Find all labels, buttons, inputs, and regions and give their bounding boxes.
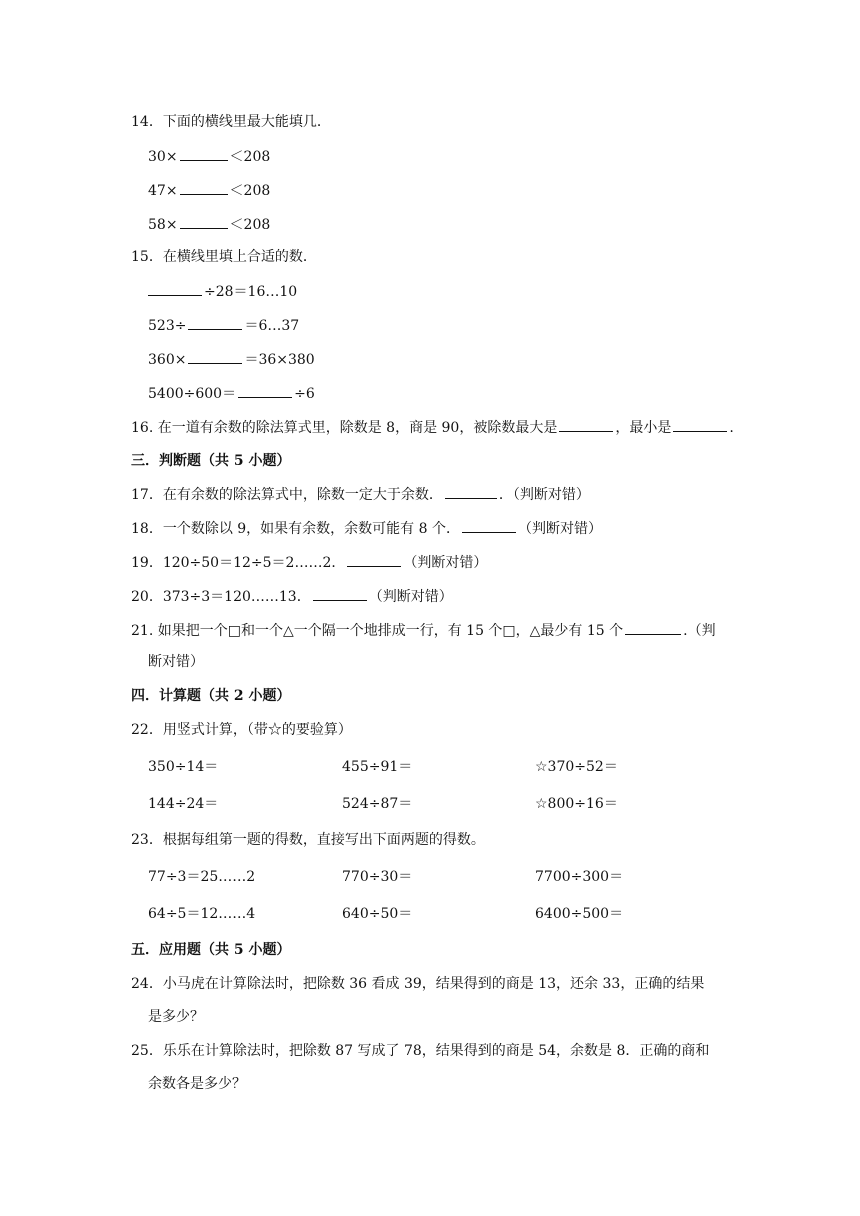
section-heading-judgment: 三．判断题（共 5 小题） [131, 453, 291, 469]
q15-item-2 [148, 315, 299, 336]
q16 [131, 417, 734, 438]
q23-title: 23．根据每组第一题的得数，直接写出下面两题的得数。 [131, 832, 485, 848]
answer-blank[interactable] [148, 281, 202, 296]
answer-blank[interactable] [462, 518, 516, 533]
q23-r2-c2: 640÷50＝ [342, 906, 413, 922]
q23-r2-c3: 6400÷500＝ [535, 906, 624, 922]
q14-item-2-pre: 47× [148, 183, 178, 199]
q21-post: .（判 [683, 623, 716, 639]
q24-line-2: 是多少？ [148, 1009, 204, 1025]
q14-item-3-post: ＜208 [229, 217, 271, 233]
q15-item-3-post: ＝36×380 [244, 352, 315, 368]
q19-post: （判断对错） [403, 555, 488, 571]
q19 [131, 552, 487, 573]
answer-blank[interactable] [313, 586, 367, 601]
q15-item-4-post: ÷6 [294, 386, 315, 402]
q24-line-1: 24．小马虎在计算除法时，把除数 36 看成 39，结果得到的商是 13，还余 33，正确的结果 [131, 976, 705, 992]
q16-mid: ，最小是 [615, 420, 672, 436]
answer-blank-max[interactable] [559, 417, 613, 432]
answer-blank[interactable] [180, 180, 228, 195]
q15-title: 15．在横线里填上合适的数． [131, 249, 317, 265]
q15-item-4 [148, 383, 315, 404]
q17-post: ．（判断对错） [498, 487, 590, 503]
q21-continued: 断对错） [148, 654, 204, 670]
q23-r2-c1: 64÷5＝12……4 [148, 906, 256, 922]
q22-title: 22．用竖式计算，（带☆的要验算） [131, 722, 352, 738]
q16-post: . [729, 420, 734, 436]
section-heading-application: 五．应用题（共 5 小题） [131, 942, 291, 958]
q14-item-3-pre: 58× [148, 217, 178, 233]
answer-blank-min[interactable] [673, 417, 727, 432]
q15-item-1-post: ÷28＝16…10 [204, 284, 298, 300]
q15-item-1 [148, 281, 297, 302]
answer-blank[interactable] [180, 146, 228, 161]
q23-r1-c3: 7700÷300＝ [535, 869, 624, 885]
q23-r1-c2: 770÷30＝ [342, 869, 413, 885]
section-heading-calculation: 四．计算题（共 2 小题） [131, 688, 291, 704]
q22-r1-c2: 455÷91＝ [342, 759, 413, 775]
q25-line-2: 余数各是多少？ [148, 1076, 246, 1092]
q21-pre: 21. 如果把一个□和一个△一个隔一个地排成一行，有 15 个□，△最少有 15 个 [131, 623, 624, 639]
q17-pre: 17．在有余数的除法算式中，除数一定大于余数． [131, 487, 443, 503]
q20-pre: 20．373÷3＝120……13． [131, 589, 311, 605]
answer-blank[interactable] [188, 315, 242, 330]
q25-line-1: 25．乐乐在计算除法时，把除数 87 写成了 78，结果得到的商是 54，余数是 8．正确的商和 [131, 1043, 710, 1059]
q23-r1-c1: 77÷3＝25……2 [148, 869, 256, 885]
q18-pre: 18．一个数除以 9，如果有余数，余数可能有 8 个． [131, 521, 460, 537]
q18 [131, 518, 602, 539]
q16-pre: 16. 在一道有余数的除法算式里，除数是 8，商是 90，被除数最大是 [131, 420, 558, 436]
q15-item-2-pre: 523÷ [148, 318, 187, 334]
q22-r1-c3: ☆370÷52＝ [535, 759, 618, 775]
q19-pre: 19．120÷50＝12÷5＝2……2． [131, 555, 346, 571]
q14-item-1 [148, 146, 270, 167]
q20-post: （判断对错） [368, 589, 453, 605]
answer-blank[interactable] [180, 214, 228, 229]
q14-item-3 [148, 214, 270, 235]
q20 [131, 586, 453, 607]
q22-r2-c2: 524÷87＝ [342, 796, 413, 812]
q14-item-2-post: ＜208 [229, 183, 271, 199]
q14-title: 14．下面的横线里最大能填几． [131, 114, 331, 130]
q22-r1-c1: 350÷14＝ [148, 759, 219, 775]
q14-item-2 [148, 180, 270, 201]
answer-blank[interactable] [238, 383, 292, 398]
q15-item-3-pre: 360× [148, 352, 187, 368]
answer-blank[interactable] [445, 484, 497, 499]
q14-item-1-post: ＜208 [229, 149, 271, 165]
q15-item-4-pre: 5400÷600＝ [148, 386, 237, 402]
q15-item-3 [148, 349, 315, 370]
answer-blank[interactable] [625, 620, 681, 635]
q22-r2-c1: 144÷24＝ [148, 796, 219, 812]
answer-blank[interactable] [188, 349, 242, 364]
answer-blank[interactable] [347, 552, 401, 567]
q21 [131, 620, 716, 641]
q22-r2-c3: ☆800÷16＝ [535, 796, 618, 812]
q15-item-2-post: ＝6…37 [244, 318, 300, 334]
q18-post: （判断对错） [517, 521, 602, 537]
q14-item-1-pre: 30× [148, 149, 178, 165]
q17 [131, 484, 590, 505]
